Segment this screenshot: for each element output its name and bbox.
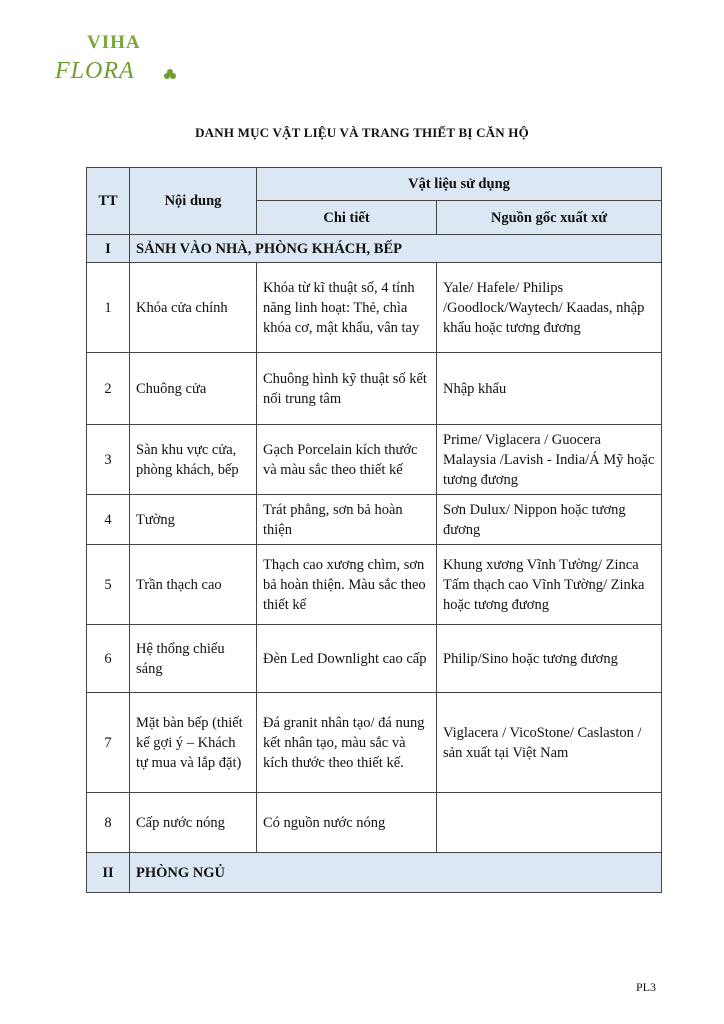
header-row bbox=[87, 168, 662, 201]
row-name: Chuông cửa bbox=[130, 353, 257, 425]
section-id: II bbox=[87, 853, 130, 893]
row-origin: Nhập khẩu bbox=[437, 353, 662, 425]
table-row bbox=[87, 263, 662, 353]
row-name: Mặt bàn bếp (thiết kế gợi ý – Khách tự mua và lắp đặt) bbox=[130, 693, 257, 793]
row-origin: Prime/ Viglacera / Guocera Malaysia /Lavish - India/Á Mỹ hoặc tương đương bbox=[437, 425, 662, 495]
row-name: Sàn khu vực cửa, phòng khách, bếp bbox=[130, 425, 257, 495]
row-detail: Khóa từ kĩ thuật số, 4 tính năng linh hoạt: Thẻ, chìa khóa cơ, mật khẩu, vân tay bbox=[257, 263, 437, 353]
row-origin bbox=[437, 793, 662, 853]
row-detail: Đá granit nhân tạo/ đá nung kết nhân tạo, màu sắc và kích thước theo thiết kế. bbox=[257, 693, 437, 793]
row-tt: 1 bbox=[87, 263, 130, 353]
row-origin: Philip/Sino hoặc tương đương bbox=[437, 625, 662, 693]
company-logo bbox=[55, 30, 180, 92]
row-detail: Trát phẳng, sơn bả hoàn thiện bbox=[257, 495, 437, 545]
header-origin: Nguồn gốc xuất xứ bbox=[437, 201, 662, 235]
row-origin: Yale/ Hafele/ Philips /Goodlock/Waytech/ Kaadas, nhập khẩu hoặc tương đương bbox=[437, 263, 662, 353]
row-tt: 7 bbox=[87, 693, 130, 793]
row-name: Hệ thống chiếu sáng bbox=[130, 625, 257, 693]
row-detail: Thạch cao xương chìm, sơn bả hoàn thiện. Màu sắc theo thiết kế bbox=[257, 545, 437, 625]
materials-table bbox=[86, 167, 662, 893]
row-origin: Viglacera / VicoStone/ Caslaston / sản xuất tại Việt Nam bbox=[437, 693, 662, 793]
row-origin: Sơn Dulux/ Nippon hoặc tương đương bbox=[437, 495, 662, 545]
section-id: I bbox=[87, 235, 130, 263]
row-origin: Khung xương Vĩnh Tường/ Zinca Tấm thạch cao Vĩnh Tường/ Zinka hoặc tương đương bbox=[437, 545, 662, 625]
section-row bbox=[87, 853, 662, 893]
page-number: PL3 bbox=[635, 980, 656, 994]
row-tt: 6 bbox=[87, 625, 130, 693]
table-row bbox=[87, 353, 662, 425]
row-name: Cấp nước nóng bbox=[130, 793, 257, 853]
section-title: PHÒNG NGỦ bbox=[130, 853, 662, 893]
row-tt: 2 bbox=[87, 353, 130, 425]
clover-leaf-icon bbox=[163, 68, 177, 82]
logo-viha-text: VIHA bbox=[87, 32, 141, 53]
row-tt: 4 bbox=[87, 495, 130, 545]
row-name: Trần thạch cao bbox=[130, 545, 257, 625]
header-tt: TT bbox=[87, 168, 130, 235]
table-row bbox=[87, 793, 662, 853]
row-tt: 5 bbox=[87, 545, 130, 625]
table-row bbox=[87, 495, 662, 545]
logo-flora-text: FLORA bbox=[55, 58, 135, 84]
row-tt: 3 bbox=[87, 425, 130, 495]
row-tt: 8 bbox=[87, 793, 130, 853]
table-row bbox=[87, 625, 662, 693]
row-name: Khóa cửa chính bbox=[130, 263, 257, 353]
table-row bbox=[87, 693, 662, 793]
row-detail: Đèn Led Downlight cao cấp bbox=[257, 625, 437, 693]
header-content: Nội dung bbox=[130, 168, 257, 235]
table-row bbox=[87, 545, 662, 625]
header-detail: Chi tiết bbox=[257, 201, 437, 235]
row-detail: Có nguồn nước nóng bbox=[257, 793, 437, 853]
section-title: SẢNH VÀO NHÀ, PHÒNG KHÁCH, BẾP bbox=[130, 235, 662, 263]
section-row bbox=[87, 235, 662, 263]
header-materials-group: Vật liệu sử dụng bbox=[257, 168, 662, 201]
row-name: Tường bbox=[130, 495, 257, 545]
row-detail: Chuông hình kỹ thuật số kết nối trung tâm bbox=[257, 353, 437, 425]
table-row bbox=[87, 425, 662, 495]
document-title: DANH MỤC VẬT LIỆU VÀ TRANG THIẾT BỊ CĂN HỘ bbox=[195, 125, 529, 140]
row-detail: Gạch Porcelain kích thước và màu sắc theo thiết kế bbox=[257, 425, 437, 495]
